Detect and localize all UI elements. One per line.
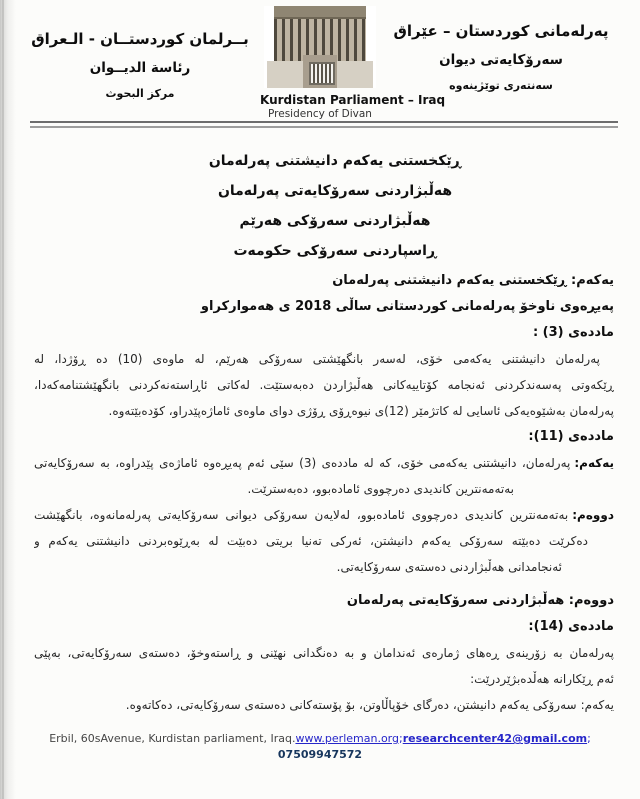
article-14-paragraph bbox=[34, 640, 614, 692]
agenda-list bbox=[0, 146, 640, 266]
paragraph-line: دەکرێت دەبێتە سەرۆکی یەکەم دانیشتن، ئەرکی تەنیا بریتی دەبێت لە بەڕێوەبردنی دانیشتنی یەکەم و bbox=[34, 534, 588, 548]
arabic-title: بــرلمان كوردستــان - الـعراق bbox=[31, 30, 249, 48]
footer bbox=[20, 731, 620, 763]
paragraph-line bbox=[34, 502, 614, 528]
item-label: دووەم: bbox=[572, 508, 614, 522]
logo-caption-subtitle: Presidency of Divan bbox=[268, 108, 372, 120]
footer-contact-line bbox=[20, 731, 620, 747]
article-11-item-first bbox=[34, 450, 614, 502]
building-entrance bbox=[309, 62, 335, 85]
article-14-label: ماددەی (14): bbox=[528, 619, 614, 634]
article-11-item-second bbox=[34, 502, 614, 580]
document-body bbox=[34, 268, 614, 718]
footer-separator: ; bbox=[587, 732, 591, 745]
article-14-item-first bbox=[34, 692, 614, 718]
kurdish-title: پەرلەمانی کوردستان – عێراق bbox=[393, 22, 609, 40]
paragraph-line bbox=[34, 692, 614, 718]
scan-edge-line bbox=[2, 0, 4, 799]
letterhead-logo bbox=[260, 6, 446, 121]
header-divider bbox=[30, 121, 618, 128]
footer-address: Erbil, 60sAvenue, Kurdistan parliament, Iraq. bbox=[49, 732, 296, 745]
parliament-building-image bbox=[264, 6, 376, 88]
paragraph-line bbox=[34, 450, 614, 476]
paragraph-line: پەرلەمان بە زۆرینەی ڕەهای ژمارەی ئەندامان و بە دەنگدانی نهێنی و ڕاستەوخۆ، دەستەی سەرۆکایەتی، بەپێی bbox=[34, 646, 614, 660]
article-11-label: ماددەی (11): bbox=[528, 429, 614, 444]
item-label: یەکەم: bbox=[574, 456, 614, 470]
phone-number: 07509947572 bbox=[277, 748, 363, 761]
paragraph-text: سەرۆکی یەکەم دانیشتن، دەرگای خۆپاڵاوتن، بۆ پۆستەکانی دەستەی سەرۆکایەتی، دەکاتەوە. bbox=[125, 698, 577, 712]
paragraph-line: ڕێکەوتی پەسەندکردنی ئەنجامە کۆتاییەکانی هەڵبژاردن دەبەستێت. لەکاتی ئاڕاستەنەکردنی بانگهێشتنامەکەدا، bbox=[34, 378, 614, 392]
divider-line-bottom bbox=[30, 126, 618, 128]
paragraph-line: ئەم ڕێکارانە هەڵدەبژێردرێت: bbox=[470, 672, 614, 686]
footer-separator: ; bbox=[399, 732, 403, 745]
agenda-item: ڕاسپاردنی سەرۆکی حکومەت bbox=[233, 243, 437, 259]
letterhead-kurdish bbox=[376, 16, 626, 98]
section-spacer bbox=[34, 580, 614, 588]
logo-caption-title: Kurdistan Parliament – Iraq bbox=[260, 93, 446, 107]
paragraph-text: پەرلەمان، دانیشتنی یەکەمی خۆی، کە لە ماددەی (3) سێی ئەم پەیڕەوە ئاماژەی پێدراوە، بە سەرۆکایەتی bbox=[34, 456, 571, 470]
section-two-heading: دووەم: هەڵبژاردنی سەرۆکایەتی پەرلەمان bbox=[346, 593, 614, 608]
divider-line-top bbox=[30, 121, 618, 123]
item-label: یەکەم: bbox=[580, 698, 614, 712]
paragraph-line: ئەنجامدانی هەڵبژاردنی دەستەی سەرۆکایەتی. bbox=[336, 560, 562, 574]
email-link[interactable]: researchcenter42@gmail.com bbox=[402, 732, 588, 745]
article-3-label: ماددەی (3) : bbox=[532, 325, 614, 340]
agenda-item: هەڵبژاردنی سەرۆکی هەرێم bbox=[239, 213, 431, 229]
paragraph-text: بەتەمەنترین کاندیدی دەرچووی ئامادەبوو، لەلایەن سەرۆکی دیوانی سەرۆکایەتی پەرلەمانەوە، بانگهێشت bbox=[34, 508, 569, 522]
paragraph-line: پەرلەمان بەشێوەیەکی ئاسایی لە کاتژمێر (12)ی نیوەڕۆی ڕۆژی دوای ماوەی ئاماژەپێدراو، کۆدەبێتەوە. bbox=[108, 404, 614, 418]
paragraph-line: بەتەمەنترین کاندیدی دەرچووی ئامادەبوو، دەبەسترێت. bbox=[247, 482, 514, 496]
arabic-subtitle: رئاسة الديــوان bbox=[89, 60, 191, 76]
section-one-subheading: پەیڕەوی ناوخۆ پەرلەمانی کوردستانی ساڵی 2018 ی هەموارکراو bbox=[200, 299, 614, 314]
arabic-department: مركز البحوث bbox=[105, 87, 175, 100]
kurdish-subtitle: سەرۆکایەتی دیوان bbox=[439, 52, 563, 68]
paragraph-line: پەرلەمان دانیشتنی یەکەمی خۆی، لەسەر بانگهێشتی سەرۆکی هەرێم، لە ماوەی (10) دە ڕۆژدا، لە bbox=[34, 352, 601, 366]
article-3-paragraph bbox=[34, 346, 614, 424]
kurdish-department: سەنتەری توێژینەوە bbox=[449, 79, 553, 92]
section-one-heading: یەکەم: ڕێکخستنی یەکەم دانیشتنی پەرلەمان bbox=[332, 273, 614, 288]
agenda-item: ڕێکخستنی یەکەم دانیشتنی پەرلەمان bbox=[208, 153, 462, 169]
building-cornice bbox=[274, 6, 366, 19]
website-link[interactable]: www.perleman.org bbox=[295, 732, 399, 745]
agenda-item: هەڵبژاردنی سەرۆکایەتی پەرلەمان bbox=[217, 183, 453, 199]
letterhead-arabic bbox=[26, 24, 254, 106]
